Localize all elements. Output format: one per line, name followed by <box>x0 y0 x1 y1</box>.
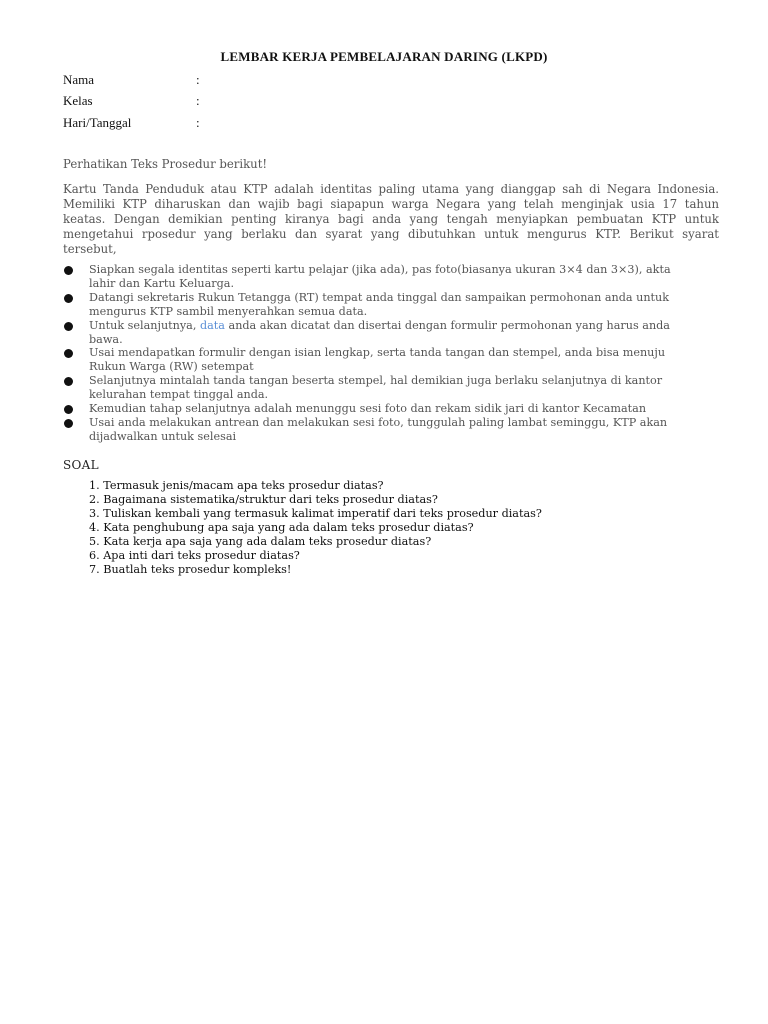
identity-separator: : <box>196 93 200 108</box>
step-text: anda akan dicatat dan disertai dengan formulir permohonan yang harus anda <box>224 318 670 332</box>
identity-separator: : <box>196 72 200 87</box>
list-item <box>63 346 723 374</box>
bullet-icon <box>64 405 73 414</box>
soal-heading: SOAL <box>63 458 99 472</box>
intro-line: Memiliki KTP diharuskan dan wajib bagi siapapun warga Negara yang telah menginjak usia 17 tahun <box>63 197 719 211</box>
intro-paragraph <box>63 182 719 257</box>
procedure-steps-list <box>63 263 723 444</box>
intro-line: mengetahui rposedur yang berlaku dan syarat yang dibutuhkan untuk mengurus KTP. Berikut syarat <box>63 227 719 241</box>
identity-label: Hari/Tanggal <box>63 115 132 130</box>
list-item <box>63 402 723 416</box>
step-text: Selanjutnya mintalah tanda tangan beserta stempel, hal demikian juga berlaku selanjutnya di kantor <box>89 374 663 388</box>
step-text: Datangi sekretaris Rukun Tetangga (RT) tempat anda tinggal dan sampaikan permohonan anda untuk <box>89 290 670 304</box>
list-item <box>63 291 723 319</box>
identity-row-hari-tanggal <box>63 115 200 131</box>
data-link[interactable]: data <box>199 318 225 332</box>
question-item: 5. Kata kerja apa saja yang ada dalam teks prosedur diatas? <box>89 535 432 548</box>
intro-line: Kartu Tanda Penduduk atau KTP adalah identitas paling utama yang dianggap sah di Negara Indonesia. <box>63 182 719 196</box>
step-text: Usai anda melakukan antrean dan melakukan sesi foto, tunggulah paling lambat seminggu, KTP akan <box>89 415 668 429</box>
intro-line: keatas. Dengan demikian penting kiranya bagi anda yang tengah menyiapkan pembuatan KTP untuk <box>63 212 719 226</box>
bullet-icon <box>64 294 73 303</box>
step-text: Siapkan segala identitas seperti kartu pelajar (jika ada), pas foto(biasanya ukuran 3×4 dan 3×3), akta <box>89 263 671 276</box>
step-text: bawa. <box>89 332 123 346</box>
intro-line: tersebut, <box>63 242 117 256</box>
identity-label: Nama <box>63 72 95 87</box>
list-item <box>63 416 723 444</box>
list-item <box>63 319 723 347</box>
step-text: Usai mendapatkan formulir dengan isian lengkap, serta tanda tangan dan stempel, anda bisa menuju <box>89 346 666 360</box>
question-item: 6. Apa inti dari teks prosedur diatas? <box>89 549 300 562</box>
step-text: Rukun Warga (RW) setempat <box>89 360 254 374</box>
bullet-icon <box>64 419 73 428</box>
identity-row-nama <box>63 72 200 88</box>
question-item: 7. Buatlah teks prosedur kompleks! <box>89 563 292 576</box>
bullet-icon <box>64 377 73 386</box>
document-title: LEMBAR KERJA PEMBELAJARAN DARING (LKPD) <box>220 49 548 64</box>
list-item <box>63 374 723 402</box>
identity-label: Kelas <box>63 93 93 108</box>
step-text: kelurahan tempat tinggal anda. <box>89 388 269 402</box>
identity-separator: : <box>196 115 200 130</box>
question-item: 2. Bagaimana sistematika/struktur dari teks prosedur diatas? <box>89 493 438 506</box>
list-item <box>63 263 723 291</box>
question-item: 1. Termasuk jenis/macam apa teks prosedur diatas? <box>89 479 384 492</box>
bullet-icon <box>64 266 73 275</box>
step-text: Untuk selanjutnya, <box>89 318 200 332</box>
instruction-text: Perhatikan Teks Prosedur berikut! <box>63 157 268 171</box>
bullet-icon <box>64 349 73 358</box>
identity-row-kelas <box>63 93 200 109</box>
step-text: dijadwalkan untuk selesai <box>89 429 237 443</box>
step-text: Kemudian tahap selanjutnya adalah menunggu sesi foto dan rekam sidik jari di kantor Kecamatan <box>89 402 647 416</box>
step-text: mengurus KTP sambil menyerahkan semua data. <box>89 304 368 318</box>
questions-list <box>89 479 542 577</box>
step-text: lahir dan Kartu Keluarga. <box>89 276 235 290</box>
question-item: 3. Tuliskan kembali yang termasuk kalimat imperatif dari teks prosedur diatas? <box>89 507 542 520</box>
question-item: 4. Kata penghubung apa saja yang ada dalam teks prosedur diatas? <box>89 521 474 534</box>
bullet-icon <box>64 322 73 331</box>
